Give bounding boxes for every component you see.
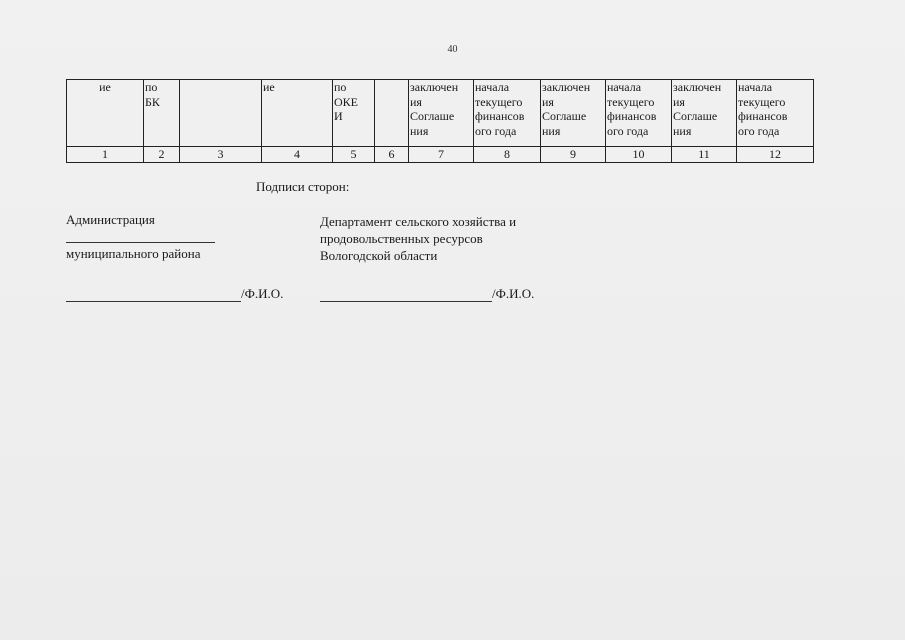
table-header-row [67,80,814,147]
left-signature-line [66,286,283,302]
column-number: 4 [262,147,333,163]
header-cell-12: начала текущего финансов ого года [737,80,814,147]
right-party-name-line3: Вологодской области [320,248,438,263]
left-party-name: Администрация [66,212,155,227]
header-cell-1: ие [67,80,144,147]
column-number: 9 [541,147,606,163]
column-number: 8 [474,147,541,163]
header-cell-9: заключен ия Соглаше ния [541,80,606,147]
column-number: 7 [409,147,474,163]
column-number: 10 [606,147,672,163]
header-cell-11: заключен ия Соглаше ния [672,80,737,147]
header-cell-4: ие [262,80,333,147]
page-number: 40 [447,44,458,55]
column-number: 6 [375,147,409,163]
left-party-block [66,211,215,262]
header-cell-2: по БК [144,80,180,147]
right-party-block [320,213,516,264]
right-signature-line [320,286,534,302]
column-number: 3 [180,147,262,163]
column-number: 2 [144,147,180,163]
column-number: 11 [672,147,737,163]
column-number-row [67,147,814,163]
header-cell-10: начала текущего финансов ого года [606,80,672,147]
right-party-name-line1: Департамент сельского хозяйства и [320,214,517,229]
header-cell-5: по ОКЕ И [333,80,375,147]
right-signature-rule [320,288,492,302]
left-party-district: муниципального района [66,246,201,261]
left-party-blank-line [66,228,215,243]
left-signature-rule [66,288,241,302]
header-cell-6 [375,80,409,147]
column-number: 12 [737,147,814,163]
budget-table [66,79,814,163]
header-cell-7: заключен ия Соглаше ния [409,80,474,147]
right-fio-label: /Ф.И.О. [492,286,535,301]
left-fio-label: /Ф.И.О. [241,286,284,301]
column-number: 5 [333,147,375,163]
header-cell-8: начала текущего финансов ого года [474,80,541,147]
column-number: 1 [67,147,144,163]
right-party-name-line2: продовольственных ресурсов [320,231,483,246]
header-cell-3 [180,80,262,147]
signatures-title: Подписи сторон: [256,179,350,194]
